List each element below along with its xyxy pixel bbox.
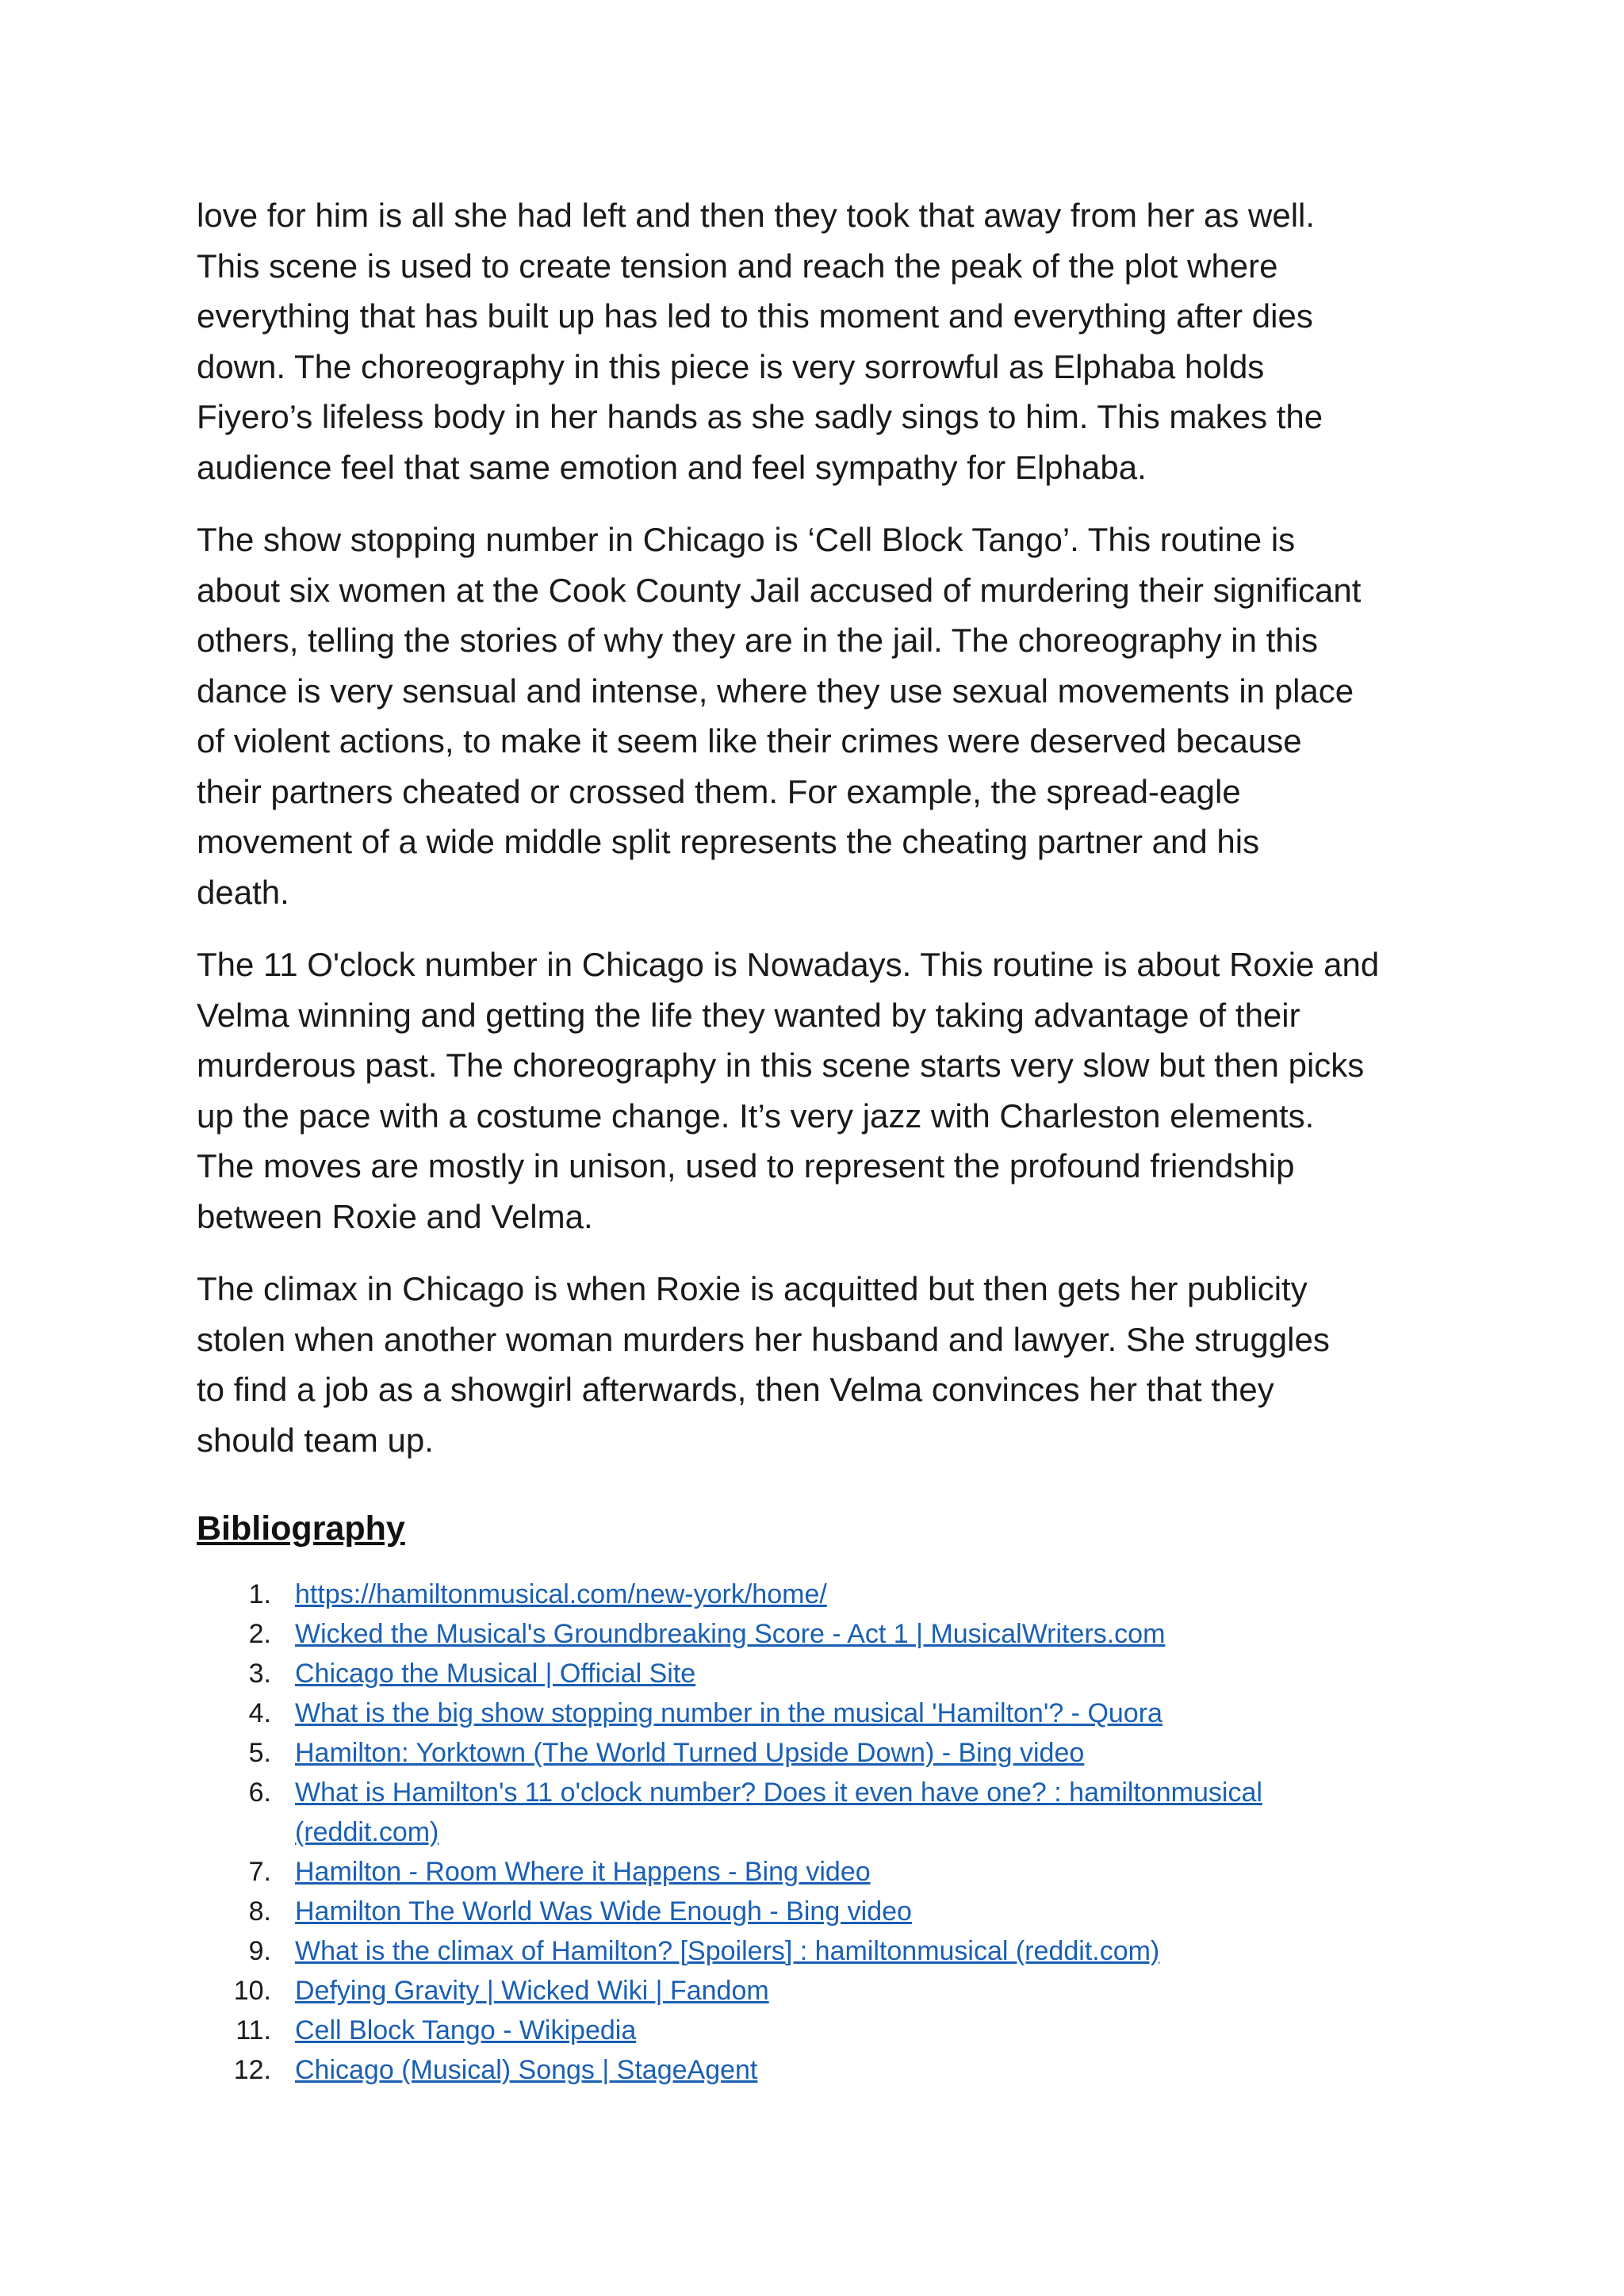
paragraph-line: about six women at the Cook County Jail accused of murdering their significant <box>197 571 1362 609</box>
paragraph-line: love for him is all she had left and then they took that away from her as well. <box>197 197 1316 234</box>
bibliography-link[interactable] <box>295 2050 757 2090</box>
bibliography-item-number: 6. <box>248 1777 271 1808</box>
paragraph <box>197 1264 1434 1465</box>
paragraph-line: their partners cheated or crossed them. For example, the spread-eagle <box>197 772 1241 810</box>
bibliography-link[interactable] <box>295 1654 695 1693</box>
bibliography-item-number: 1. <box>248 1579 271 1609</box>
bibliography-link[interactable] <box>295 1733 1084 1773</box>
bibliography-link-text: Hamilton The World Was Wide Enough - Bing video <box>295 1896 912 1927</box>
bibliography-link[interactable] <box>295 1693 1162 1733</box>
bibliography-link[interactable] <box>295 1931 1159 1971</box>
paragraph-line: death. <box>197 873 289 911</box>
bibliography-item <box>197 2050 1434 2090</box>
bibliography-item-number: 2. <box>248 1619 271 1649</box>
bibliography-item-number: 10. <box>233 1976 271 2006</box>
bibliography-link-text: (reddit.com) <box>295 1817 439 1847</box>
bibliography-item <box>197 1773 1434 1852</box>
bibliography-link[interactable] <box>295 1614 1165 1654</box>
bibliography-link-text: What is Hamilton's 11 o'clock number? Does it even have one? : hamiltonmusical <box>295 1777 1262 1808</box>
bibliography-link-text: What is the climax of Hamilton? [Spoilers] : hamiltonmusical (reddit.com) <box>295 1936 1160 1966</box>
paragraph-line: dance is very sensual and intense, where they use sexual movements in place <box>197 672 1354 710</box>
bibliography-item <box>197 1614 1434 1654</box>
paragraph-line: up the pace with a costume change. It’s very jazz with Charleston elements. <box>197 1096 1315 1135</box>
paragraph-line: everything that has built up has led to this moment and everything after dies <box>197 297 1313 335</box>
bibliography-item <box>197 1693 1434 1733</box>
paragraph-line: This scene is used to create tension and reach the peak of the plot where <box>197 247 1278 285</box>
paragraph-line: of violent actions, to make it seem like their crimes were deserved because <box>197 722 1302 760</box>
bibliography-link-text: What is the big show stopping number in the musical 'Hamilton'? - Quora <box>295 1698 1162 1728</box>
bibliography-link-text: Chicago the Musical | Official Site <box>295 1659 696 1689</box>
bibliography-item <box>197 1654 1434 1693</box>
bibliography-item-number: 7. <box>248 1857 271 1887</box>
bibliography-item <box>197 1733 1434 1773</box>
paragraph-line: to find a job as a showgirl afterwards, then Velma convinces her that they <box>197 1371 1274 1408</box>
paragraph <box>197 190 1434 492</box>
paragraph-line: Fiyero’s lifeless body in her hands as she sadly sings to him. This makes the <box>197 398 1323 435</box>
bibliography-item <box>197 1852 1434 1892</box>
paragraph <box>197 515 1434 917</box>
paragraph-line: audience feel that same emotion and feel sympathy for Elphaba. <box>197 448 1147 486</box>
bibliography-link-text: Hamilton: Yorktown (The World Turned Upside Down) - Bing video <box>295 1738 1085 1768</box>
bibliography-link[interactable] <box>295 1575 827 1614</box>
bibliography-item <box>197 1575 1434 1614</box>
paragraph-line: down. The choreography in this piece is very sorrowful as Elphaba holds <box>197 347 1265 385</box>
document-page <box>197 190 1434 2090</box>
paragraph-line: Velma winning and getting the life they wanted by taking advantage of their <box>197 996 1300 1034</box>
paragraph-line: murderous past. The choreography in this scene starts very slow but then picks <box>197 1047 1365 1084</box>
bibliography-item-number: 12. <box>233 2055 271 2085</box>
bibliography-link[interactable] <box>295 1892 912 1931</box>
paragraph-line: movement of a wide middle split represents the cheating partner and his <box>197 823 1260 860</box>
body-text <box>197 190 1434 1465</box>
bibliography-heading: Bibliography <box>197 1510 405 1548</box>
paragraph-line: The moves are mostly in unison, used to represent the profound friendship <box>197 1147 1295 1184</box>
bibliography-item <box>197 1971 1434 2011</box>
bibliography-item-number: 5. <box>248 1738 271 1768</box>
paragraph-line: The 11 O'clock number in Chicago is Nowadays. This routine is about Roxie and <box>197 946 1380 983</box>
paragraph <box>197 939 1434 1242</box>
bibliography-item-number: 3. <box>248 1659 271 1689</box>
bibliography-item <box>197 2011 1434 2050</box>
bibliography-item <box>197 1892 1434 1931</box>
paragraph-line: others, telling the stories of why they are in the jail. The choreography in this <box>197 622 1318 659</box>
bibliography-list <box>197 1575 1434 2090</box>
paragraph-line: stolen when another woman murders her husband and lawyer. She struggles <box>197 1320 1330 1358</box>
bibliography-link[interactable] <box>295 1971 769 2011</box>
bibliography-link-text: Chicago (Musical) Songs | StageAgent <box>295 2055 758 2085</box>
bibliography-link-text: Hamilton - Room Where it Happens - Bing video <box>295 1857 871 1887</box>
bibliography-link[interactable] <box>295 1773 1262 1852</box>
paragraph-line: should team up. <box>197 1421 434 1459</box>
bibliography-link-text: https://hamiltonmusical.com/new-york/home/ <box>295 1579 827 1609</box>
bibliography-link-text: Wicked the Musical's Groundbreaking Score - Act 1 | MusicalWriters.com <box>295 1619 1166 1649</box>
bibliography-item-number: 9. <box>248 1936 271 1966</box>
bibliography-link-text: Cell Block Tango - Wikipedia <box>295 2015 637 2045</box>
bibliography-link-text: Defying Gravity | Wicked Wiki | Fandom <box>295 1976 769 2006</box>
bibliography-item-number: 11. <box>236 2015 271 2045</box>
bibliography-item-number: 4. <box>248 1698 271 1728</box>
bibliography-item <box>197 1931 1434 1971</box>
bibliography-item-number: 8. <box>248 1896 271 1927</box>
bibliography-link[interactable] <box>295 1852 871 1892</box>
paragraph-line: The show stopping number in Chicago is ‘Cell Block Tango’. This routine is <box>197 521 1296 558</box>
paragraph-line: between Roxie and Velma. <box>197 1197 593 1235</box>
bibliography-link[interactable] <box>295 2011 636 2050</box>
paragraph-line: The climax in Chicago is when Roxie is acquitted but then gets her publicity <box>197 1270 1308 1307</box>
